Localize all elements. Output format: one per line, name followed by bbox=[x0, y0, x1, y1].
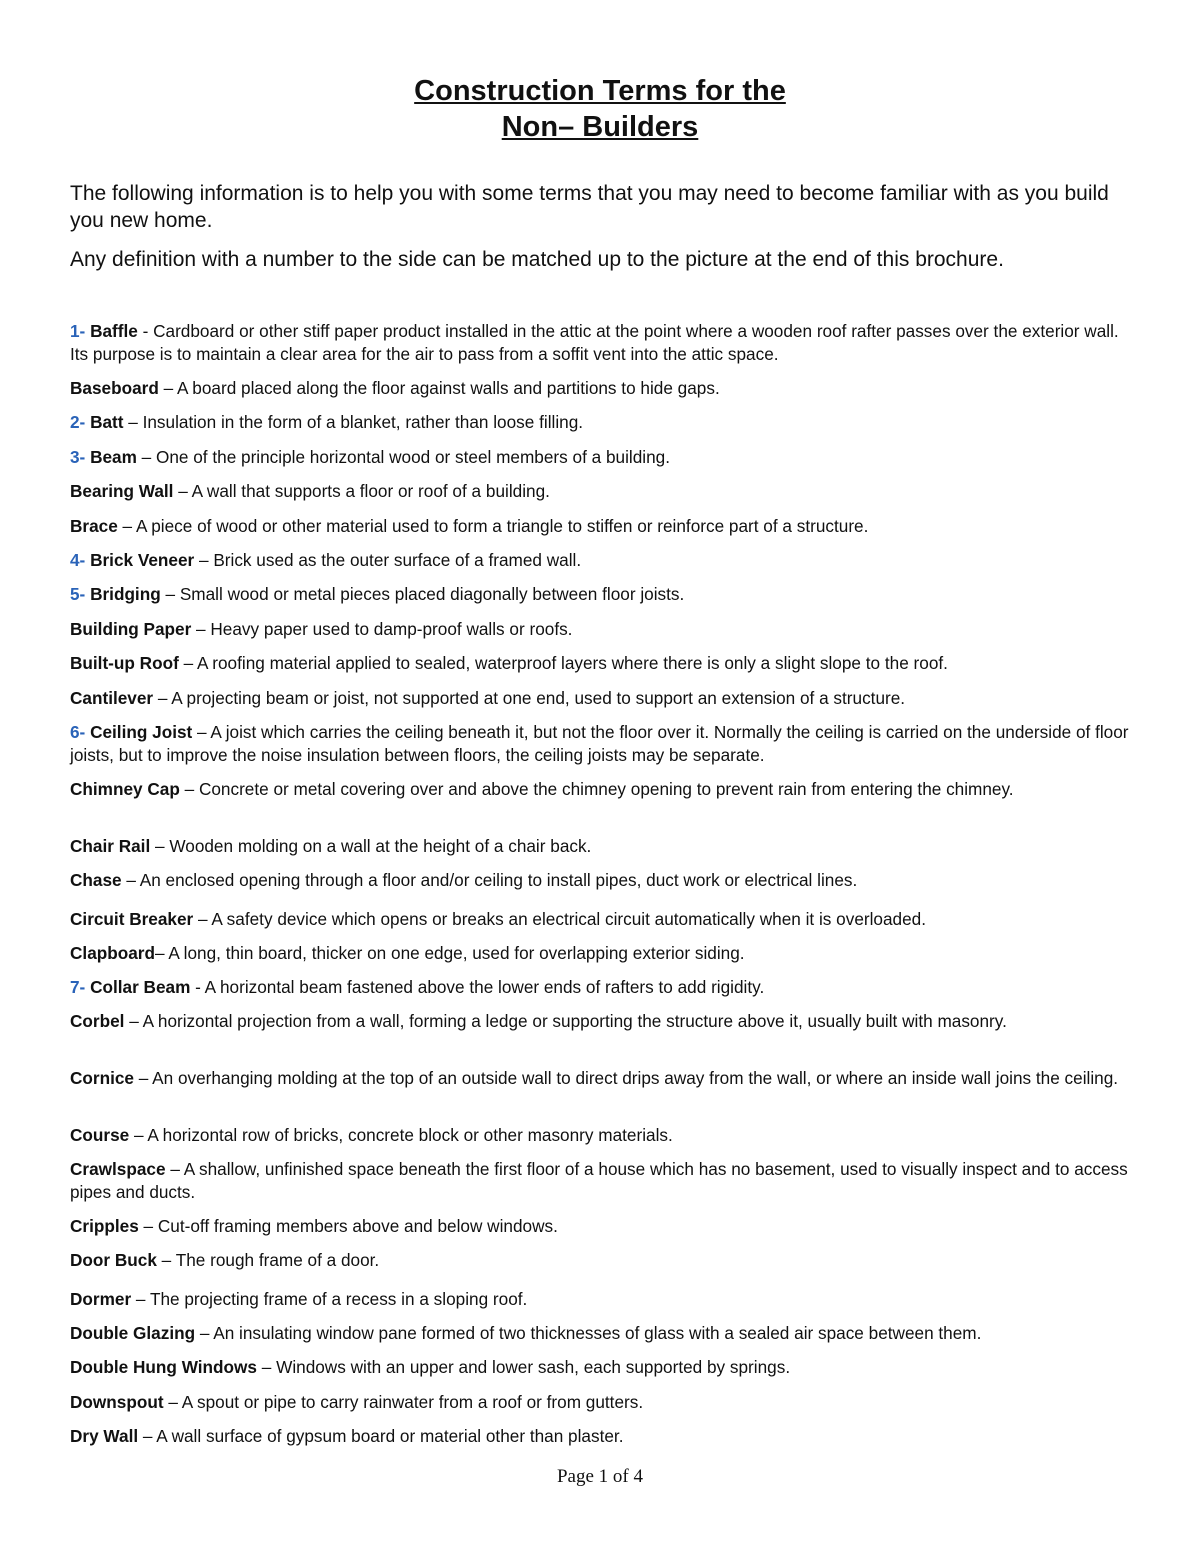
glossary-entry bbox=[70, 1249, 1135, 1272]
entry-definition: – Cut-off framing members above and below windows. bbox=[138, 1216, 558, 1236]
glossary-entry bbox=[70, 1215, 1135, 1238]
entry-term: Chair Rail bbox=[70, 836, 151, 856]
glossary-entry bbox=[70, 1067, 1135, 1090]
entry-definition: – The projecting frame of a recess in a sloping roof. bbox=[131, 1289, 528, 1309]
entry-term: Corbel bbox=[70, 1011, 125, 1031]
glossary-entry bbox=[70, 652, 1135, 675]
entry-definition: – Small wood or metal pieces placed diagonally between floor joists. bbox=[160, 584, 685, 604]
entry-definition: – The rough frame of a door. bbox=[156, 1250, 380, 1270]
entry-term: Double Glazing bbox=[70, 1323, 196, 1343]
entry-number: 5- bbox=[70, 584, 91, 604]
glossary-entry bbox=[70, 976, 1135, 999]
document-title-line-2: Non– Builders bbox=[501, 111, 699, 143]
entry-definition: – One of the principle horizontal wood or steel members of a building. bbox=[136, 447, 670, 467]
glossary-entry bbox=[70, 411, 1135, 434]
entry-term: Downspout bbox=[70, 1392, 164, 1412]
entry-definition: – A roofing material applied to sealed, waterproof layers where there is only a slight slope to the roof. bbox=[178, 653, 948, 673]
entry-term: Dormer bbox=[70, 1289, 132, 1309]
entry-definition: – An overhanging molding at the top of an outside wall to direct drips away from the wall, or where an inside wall joins the ceiling. bbox=[134, 1068, 1119, 1088]
entry-term: Door Buck bbox=[70, 1250, 157, 1270]
entry-number: 2- bbox=[70, 412, 91, 432]
entry-definition: – A projecting beam or joist, not supported at one end, used to support an extension of a structure. bbox=[153, 688, 906, 708]
glossary-entry bbox=[70, 446, 1135, 469]
entry-term: Brace bbox=[70, 516, 118, 536]
glossary-entry bbox=[70, 687, 1135, 710]
entry-term: Course bbox=[70, 1125, 130, 1145]
entry-term: Circuit Breaker bbox=[70, 909, 194, 929]
entry-definition: – A wall surface of gypsum board or material other than plaster. bbox=[138, 1426, 624, 1446]
glossary-entry bbox=[70, 480, 1135, 503]
glossary-entry bbox=[70, 721, 1135, 767]
entry-term: Chase bbox=[70, 870, 122, 890]
entry-number: 1- bbox=[70, 321, 91, 341]
entry-term: Double Hung Windows bbox=[70, 1357, 257, 1377]
page-number: Page 1 of 4 bbox=[556, 1466, 643, 1487]
entry-term: Batt bbox=[90, 412, 124, 432]
glossary-entry bbox=[70, 908, 1135, 931]
glossary-entry bbox=[70, 835, 1135, 858]
entry-number: 3- bbox=[70, 447, 91, 467]
entry-term: Collar Beam bbox=[90, 977, 191, 997]
entry-number: 7- bbox=[70, 977, 91, 997]
glossary-entry bbox=[70, 320, 1135, 366]
glossary-entry bbox=[70, 942, 1135, 965]
entry-definition: – Wooden molding on a wall at the height of a chair back. bbox=[150, 836, 592, 856]
entry-term: Bearing Wall bbox=[70, 481, 174, 501]
glossary-entry bbox=[70, 549, 1135, 572]
entry-definition: – Windows with an upper and lower sash, each supported by springs. bbox=[256, 1357, 791, 1377]
glossary-entry bbox=[70, 1010, 1135, 1033]
intro-paragraph: Any definition with a number to the side can be matched up to the picture at the end of this brochure. bbox=[70, 248, 1004, 271]
entry-definition: – A wall that supports a floor or roof of a building. bbox=[173, 481, 550, 501]
entry-term: Cornice bbox=[70, 1068, 134, 1088]
glossary-entry bbox=[70, 1124, 1135, 1147]
entry-term: Ceiling Joist bbox=[90, 722, 193, 742]
entry-definition: – A spout or pipe to carry rainwater from a roof or from gutters. bbox=[163, 1392, 644, 1412]
entry-term: Baffle bbox=[90, 321, 138, 341]
entry-definition: – Heavy paper used to damp-proof walls or roofs. bbox=[191, 619, 573, 639]
entry-term: Crawlspace bbox=[70, 1159, 166, 1179]
entry-definition: - Cardboard or other stiff paper product installed in the attic at the point where a wooden roof rafter passes over the exterior wall. Its purpose is to maintain a clear area for the air to pass from a soffit vent into the attic space. bbox=[70, 321, 1119, 364]
glossary-entry bbox=[70, 1288, 1135, 1311]
glossary-entry bbox=[70, 515, 1135, 538]
entry-number: 4- bbox=[70, 550, 91, 570]
entry-definition: – A safety device which opens or breaks an electrical circuit automatically when it is overloaded. bbox=[193, 909, 926, 929]
entry-term: Clapboard bbox=[70, 943, 155, 963]
entry-definition: – An insulating window pane formed of two thicknesses of glass with a sealed air space between them. bbox=[195, 1323, 982, 1343]
entry-definition: – A joist which carries the ceiling beneath it, but not the floor over it. Normally the ceiling is carried on the underside of floor joists, but to improve the noise insulation between floors, the ceiling joists may be separate. bbox=[70, 722, 1129, 765]
glossary-entry bbox=[70, 1158, 1135, 1204]
entry-definition: – Brick used as the outer surface of a framed wall. bbox=[194, 550, 582, 570]
glossary-entry bbox=[70, 1356, 1135, 1379]
entry-term: Baseboard bbox=[70, 378, 159, 398]
entry-term: Building Paper bbox=[70, 619, 192, 639]
entry-term: Chimney Cap bbox=[70, 779, 180, 799]
entry-definition: – A long, thin board, thicker on one edge, used for overlapping exterior siding. bbox=[155, 943, 745, 963]
entry-definition: - A horizontal beam fastened above the lower ends of rafters to add rigidity. bbox=[190, 977, 765, 997]
entry-definition: – An enclosed opening through a floor and/or ceiling to install pipes, duct work or electrical lines. bbox=[121, 870, 858, 890]
glossary-entry bbox=[70, 377, 1135, 400]
entry-term: Cripples bbox=[70, 1216, 139, 1236]
entry-term: Built-up Roof bbox=[70, 653, 179, 673]
entry-definition: – A horizontal projection from a wall, forming a ledge or supporting the structure above it, usually built with masonry. bbox=[124, 1011, 1007, 1031]
glossary-entry bbox=[70, 778, 1135, 801]
entry-term: Beam bbox=[90, 447, 137, 467]
entry-definition: – Concrete or metal covering over and above the chimney opening to prevent rain from entering the chimney. bbox=[179, 779, 1014, 799]
entry-term: Dry Wall bbox=[70, 1426, 139, 1446]
glossary-entry bbox=[70, 1391, 1135, 1414]
glossary-entry bbox=[70, 583, 1135, 606]
entry-definition: – A piece of wood or other material used to form a triangle to stiffen or reinforce part of a structure. bbox=[117, 516, 869, 536]
entry-definition: – A board placed along the floor against walls and partitions to hide gaps. bbox=[158, 378, 720, 398]
entry-term: Brick Veneer bbox=[90, 550, 195, 570]
glossary-entry bbox=[70, 618, 1135, 641]
entry-definition: – A shallow, unfinished space beneath the first floor of a house which has no basement, used to visually inspect and to access pipes and ducts. bbox=[70, 1159, 1128, 1202]
entry-term: Cantilever bbox=[70, 688, 154, 708]
entry-definition: – Insulation in the form of a blanket, rather than loose filling. bbox=[123, 412, 584, 432]
document-title-line-1: Construction Terms for the bbox=[414, 75, 786, 107]
glossary-entry bbox=[70, 1425, 1135, 1448]
entry-number: 6- bbox=[70, 722, 91, 742]
entry-definition: – A horizontal row of bricks, concrete block or other masonry materials. bbox=[129, 1125, 673, 1145]
intro-paragraph: The following information is to help you with some terms that you may need to become familiar with as you build you new home. bbox=[70, 182, 1109, 232]
glossary-entry bbox=[70, 1322, 1135, 1345]
entry-term: Bridging bbox=[90, 584, 161, 604]
glossary-entry bbox=[70, 869, 1135, 892]
